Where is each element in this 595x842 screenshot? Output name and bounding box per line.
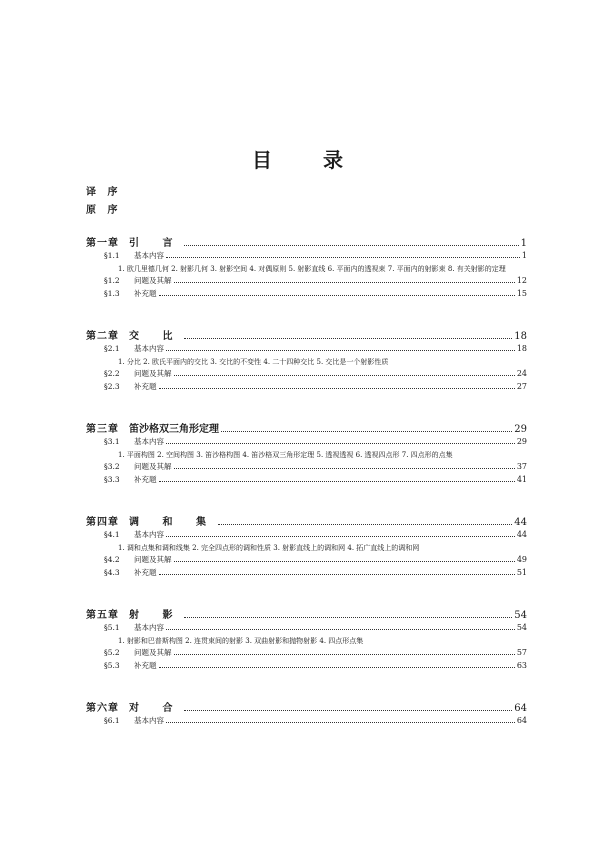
section-number: §4.1 <box>104 530 120 539</box>
section-title: 问题及其解 <box>134 462 172 471</box>
chapter-title: 调 和 集 <box>129 517 216 528</box>
section-number: §5.2 <box>104 648 120 657</box>
dot-leader <box>159 388 515 389</box>
section-title: 问题及其解 <box>134 276 172 285</box>
chapter-number: 第五章 <box>86 610 119 621</box>
page-number: 49 <box>516 555 527 564</box>
section-entry[interactable] <box>104 288 527 301</box>
page-title: 目 录 <box>252 148 365 172</box>
dot-leader <box>174 375 515 376</box>
dot-leader <box>166 629 515 630</box>
page-number: 64 <box>514 703 527 714</box>
dot-leader <box>159 295 515 296</box>
chapter-block <box>86 513 527 580</box>
section-number: §3.2 <box>104 462 120 471</box>
page-number: 51 <box>516 568 527 577</box>
section-title: 基本内容 <box>134 251 164 260</box>
dot-leader <box>174 282 515 283</box>
page-number: 54 <box>514 610 527 621</box>
section-number: §5.3 <box>104 661 120 670</box>
chapter-number: 第六章 <box>86 703 119 714</box>
chapter-block <box>86 606 527 673</box>
section-title: 补充题 <box>134 289 157 298</box>
section-entry[interactable] <box>104 343 527 356</box>
dot-leader <box>159 574 515 575</box>
chapter-title: 引 言 <box>129 238 183 249</box>
dot-leader <box>166 257 520 258</box>
page-number: 64 <box>516 716 527 725</box>
page-number: 15 <box>516 289 527 298</box>
dot-leader <box>184 710 512 711</box>
chapter-block <box>86 699 527 728</box>
section-number: §5.1 <box>104 623 120 632</box>
page-number: 18 <box>514 331 527 342</box>
section-number: §4.2 <box>104 555 120 564</box>
page-number: 1 <box>520 238 527 249</box>
page-number: 54 <box>516 623 527 632</box>
section-number: §1.1 <box>104 251 120 260</box>
section-entry[interactable] <box>104 250 527 263</box>
section-number: §3.1 <box>104 437 120 446</box>
dot-leader <box>184 617 512 618</box>
page-number: 37 <box>516 462 527 471</box>
section-entry[interactable] <box>104 554 527 567</box>
chapter-entry[interactable] <box>86 606 527 622</box>
dot-leader <box>174 654 515 655</box>
section-entry[interactable] <box>104 529 527 542</box>
front-matter-translator-preface[interactable]: 译 序 <box>86 187 122 198</box>
section-number: §4.3 <box>104 568 120 577</box>
section-number: §2.2 <box>104 369 120 378</box>
dot-leader <box>159 481 515 482</box>
section-entry[interactable] <box>104 647 527 660</box>
section-entry[interactable] <box>104 660 527 673</box>
section-entry[interactable] <box>104 622 527 635</box>
dot-leader <box>159 667 515 668</box>
page-number: 12 <box>516 276 527 285</box>
section-entry[interactable] <box>104 715 527 728</box>
page-number: 57 <box>516 648 527 657</box>
chapter-title: 射 影 <box>129 610 183 621</box>
section-number: §1.2 <box>104 276 120 285</box>
section-topics: 1. 平面构图 2. 空间构图 3. 笛沙格构图 4. 笛沙格双三角形定理 5. 透视透视 6. 透视四点形 7. 四点形的点集 <box>118 451 453 459</box>
dot-leader <box>166 443 515 444</box>
page-number: 18 <box>516 344 527 353</box>
dot-leader <box>184 338 512 339</box>
dot-leader <box>166 350 515 351</box>
section-number: §2.3 <box>104 382 120 391</box>
dot-leader <box>174 468 515 469</box>
section-title: 问题及其解 <box>134 555 172 564</box>
section-entry[interactable] <box>104 275 527 288</box>
page-number: 44 <box>514 517 527 528</box>
page-number: 29 <box>516 437 527 446</box>
chapter-block <box>86 234 527 301</box>
section-topics: 1. 调和点集和调和线集 2. 完全四点形的调和性质 3. 射影直线上的调和网 4. 拓广直线上的调和网 <box>118 544 420 552</box>
section-number: §1.3 <box>104 289 120 298</box>
front-matter-original-preface[interactable]: 原 序 <box>86 205 122 216</box>
chapter-title: 笛沙格双三角形定理 <box>129 424 219 435</box>
section-title: 基本内容 <box>134 716 164 725</box>
chapter-entry[interactable] <box>86 513 527 529</box>
section-entry[interactable] <box>104 474 527 487</box>
section-topics: 1. 分比 2. 欧氏平面内的交比 3. 交比的不变性 4. 二十四种交比 5. 交比是一个射影性质 <box>118 358 389 366</box>
section-title: 基本内容 <box>134 623 164 632</box>
page-number: 24 <box>516 369 527 378</box>
chapter-block <box>86 420 527 487</box>
chapter-number: 第四章 <box>86 517 119 528</box>
section-entry[interactable] <box>104 436 527 449</box>
chapter-block <box>86 327 527 394</box>
dot-leader <box>184 245 518 246</box>
page-number: 44 <box>516 530 527 539</box>
chapter-entry[interactable] <box>86 327 527 343</box>
table-of-contents <box>86 234 527 754</box>
dot-leader <box>221 431 512 432</box>
dot-leader <box>166 722 515 723</box>
dot-leader <box>174 561 515 562</box>
section-title: 补充题 <box>134 475 157 484</box>
section-entry[interactable] <box>104 368 527 381</box>
section-entry[interactable] <box>104 461 527 474</box>
section-entry[interactable] <box>104 567 527 580</box>
chapter-number: 第二章 <box>86 331 119 342</box>
page-number: 63 <box>516 661 527 670</box>
page-number: 41 <box>516 475 527 484</box>
page-number: 29 <box>514 424 527 435</box>
chapter-title: 交 比 <box>129 331 183 342</box>
section-title: 基本内容 <box>134 530 164 539</box>
section-topics: 1. 射影和巴普斯构图 2. 连贯束间的射影 3. 双曲射影和抛物射影 4. 四点形点集 <box>118 637 364 645</box>
section-number: §6.1 <box>104 716 120 725</box>
chapter-title: 对 合 <box>129 703 183 714</box>
dot-leader <box>218 524 512 525</box>
chapter-number: 第一章 <box>86 238 119 249</box>
dot-leader <box>166 536 515 537</box>
section-number: §2.1 <box>104 344 120 353</box>
page-number: 27 <box>516 382 527 391</box>
chapter-entry[interactable] <box>86 234 527 250</box>
section-title: 补充题 <box>134 661 157 670</box>
section-title: 补充题 <box>134 382 157 391</box>
section-title: 问题及其解 <box>134 369 172 378</box>
section-entry[interactable] <box>104 381 527 394</box>
chapter-entry[interactable] <box>86 420 527 436</box>
section-title: 问题及其解 <box>134 648 172 657</box>
section-title: 基本内容 <box>134 437 164 446</box>
chapter-entry[interactable] <box>86 699 527 715</box>
section-title: 补充题 <box>134 568 157 577</box>
chapter-number: 第三章 <box>86 424 119 435</box>
section-title: 基本内容 <box>134 344 164 353</box>
page-number: 1 <box>521 251 527 260</box>
section-number: §3.3 <box>104 475 120 484</box>
section-topics: 1. 欧几里德几何 2. 射影几何 3. 射影空间 4. 对偶原则 5. 射影直线 6. 平面内的透视束 7. 平面内的射影束 8. 有关射影的定理 <box>118 265 506 273</box>
